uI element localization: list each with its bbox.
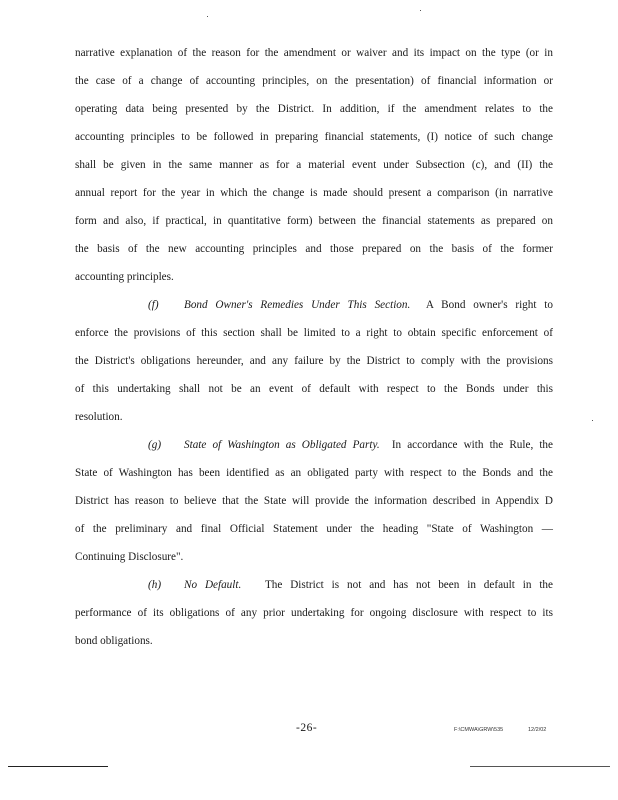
- body-line: operating data being presented by the District. In addition, if the amendment relates to the: [75, 103, 553, 115]
- section-g-heading: [148, 438, 553, 452]
- section-f-line: the District's obligations hereunder, and any failure by the District to comply with the provisions: [75, 355, 553, 367]
- section-f-line: of this undertaking shall not be an event of default with respect to the Bonds under this: [75, 383, 553, 395]
- section-g-first-line: In accordance with the Rule, the: [391, 439, 553, 451]
- section-g-line: State of Washington has been identified as an obligated party with respect to the Bonds and the: [75, 467, 553, 479]
- body-line: shall be given in the same manner as for a material event under Subsection (c), and (II) the: [75, 159, 553, 171]
- body-line: form and also, if practical, in quantitative form) between the financial statements as prepared on: [75, 215, 553, 227]
- section-f-title: Bond Owner's Remedies Under This Section.: [184, 299, 411, 311]
- section-f-number: (f): [148, 299, 159, 311]
- section-f-line: enforce the provisions of this section shall be limited to a right to obtain specific enforcement of: [75, 327, 553, 339]
- body-line: narrative explanation of the reason for the amendment or waiver and its impact on the type (or in: [75, 47, 553, 59]
- scan-speck: [592, 420, 593, 421]
- section-f-first-line: A Bond owner's right to: [425, 299, 553, 311]
- section-f-heading: [148, 298, 553, 312]
- scan-speck: [420, 10, 421, 11]
- body-line: annual report for the year in which the change is made should present a comparison (in narrative: [75, 187, 553, 199]
- section-h-number: (h): [148, 579, 162, 591]
- section-g-line: Continuing Disclosure".: [75, 551, 184, 563]
- body-line: the basis of the new accounting principles and those prepared on the basis of the former: [75, 243, 553, 255]
- body-line: accounting principles to be followed in preparing financial statements, (I) notice of such change: [75, 131, 553, 143]
- section-g-number: (g): [148, 439, 162, 451]
- section-f-line: resolution.: [75, 411, 123, 423]
- document-code: F:\CMWA\GRW\535: [454, 727, 504, 733]
- section-h-line: bond obligations.: [75, 635, 153, 647]
- section-h-title: No Default.: [184, 579, 242, 591]
- scan-rule: [8, 766, 108, 767]
- page-number: -26-: [296, 722, 318, 734]
- scan-speck: [207, 16, 208, 17]
- section-g-line: District has reason to believe that the State will provide the information described in Appendix D: [75, 495, 553, 507]
- body-line: accounting principles.: [75, 271, 174, 283]
- section-g-title: State of Washington as Obligated Party.: [184, 439, 380, 451]
- document-date: 12/2/02: [528, 727, 547, 733]
- section-h-heading: [148, 578, 553, 592]
- scan-rule: [470, 766, 610, 767]
- section-g-line: of the preliminary and final Official Statement under the heading "State of Washington —: [75, 523, 553, 535]
- body-line: the case of a change of accounting principles, on the presentation) of financial information or: [75, 75, 553, 87]
- section-h-line: performance of its obligations of any prior undertaking for ongoing disclosure with respect to its: [75, 607, 553, 619]
- section-h-first-line: The District is not and has not been in default in the: [264, 579, 553, 591]
